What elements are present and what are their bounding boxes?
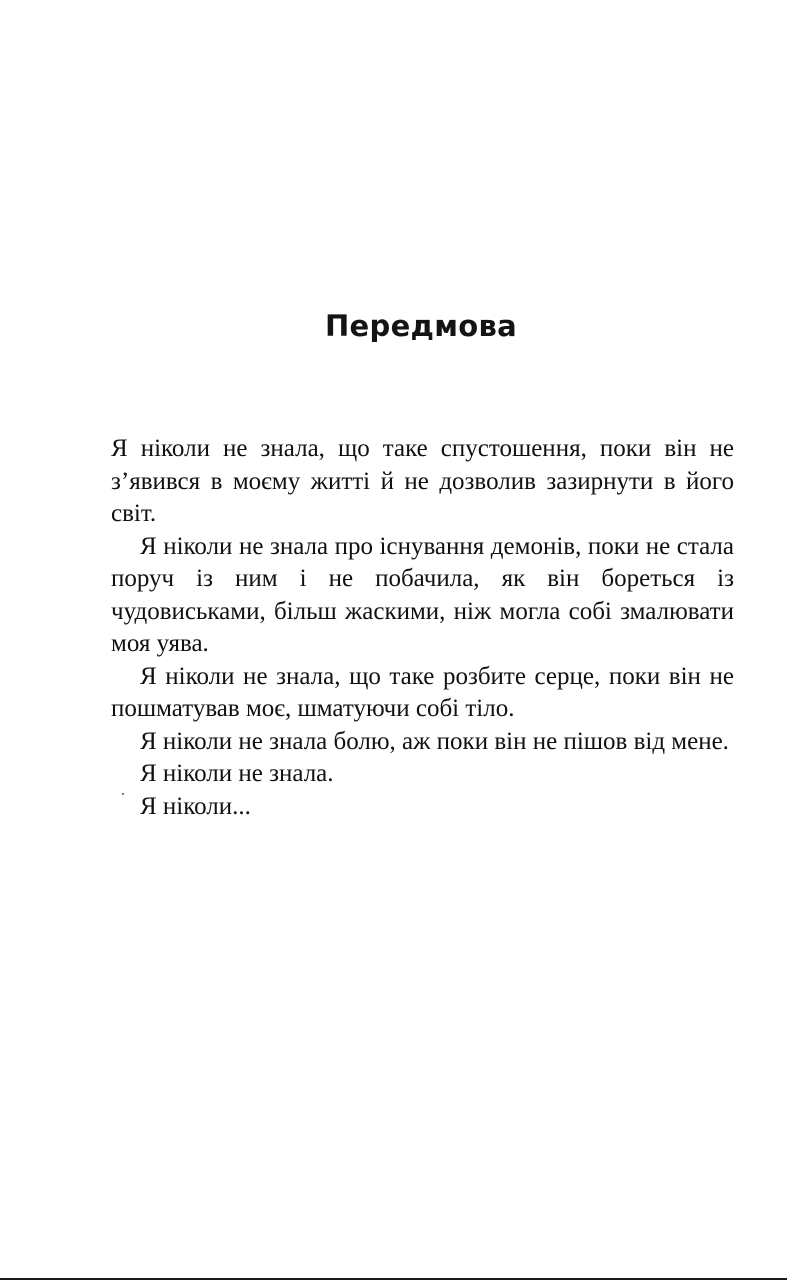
chapter-heading: Передмова (324, 309, 518, 343)
paragraph-5: Я ніколи не знала. (140, 760, 334, 787)
paragraph-4: Я ніколи не знала болю, аж поки він не пішов від мене. (140, 727, 729, 755)
paragraph-3: Я ніколи не знала, що таке розбите серце, поки він не пошматував моє, шматуючи собі тіло. (111, 662, 734, 722)
print-speck (122, 793, 124, 795)
paragraph-2: Я ніколи не знала про існування демонів, поки не стала поруч із ним і не побачила, як він бореться із чудовиськами, більш жаскими, ніж могла собі змалювати моя уява. (111, 532, 734, 657)
chapter-body (111, 433, 734, 823)
paragraph-6: Я ніколи... (140, 792, 251, 820)
paragraph-1: Я ніколи не знала, що таке спустошення, поки він не з’явився в моєму житті й не дозволив зазирнути в його світ. (111, 435, 734, 527)
